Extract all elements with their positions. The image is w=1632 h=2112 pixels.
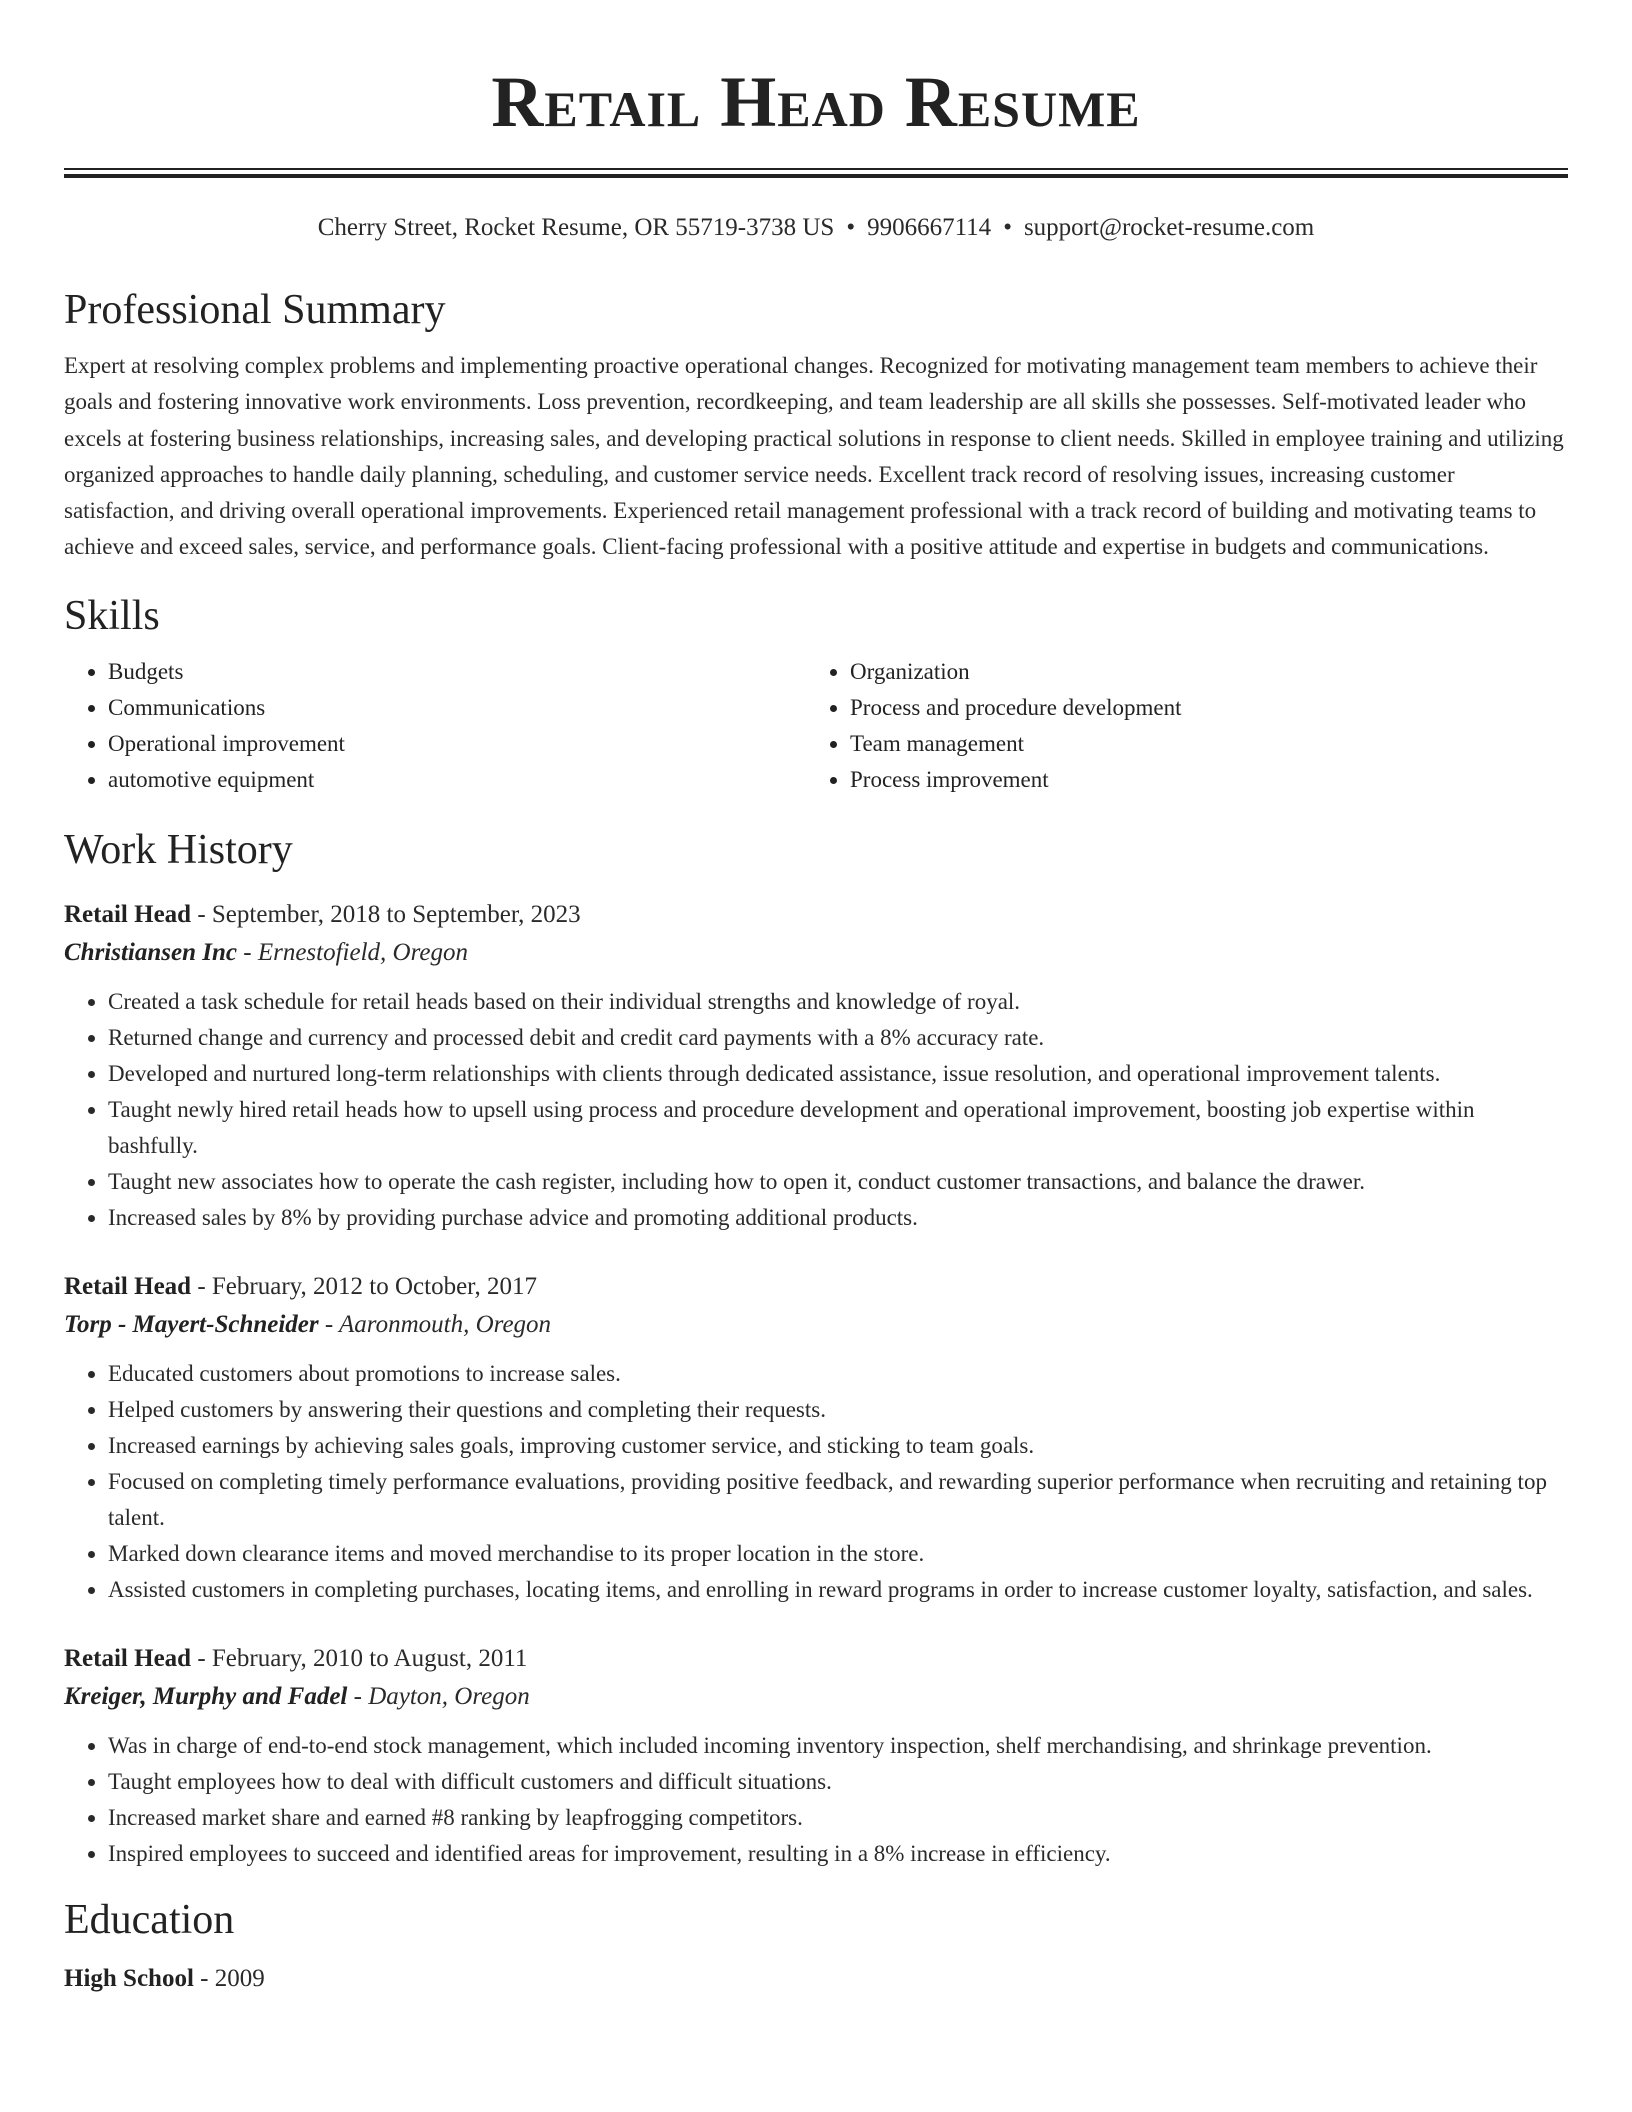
job-bullet: • Taught new associates how to operate the cash register, including how to open it, conduct customer transactions, and balance the drawer. xyxy=(108,1164,1568,1200)
education-year: - 2009 xyxy=(193,1964,265,1992)
job-bullets xyxy=(64,1728,1568,1872)
job-company: Kreiger, Murphy and Fadel xyxy=(64,1682,348,1710)
job-company-line xyxy=(64,1678,1568,1716)
work-history-heading: Work History xyxy=(64,826,293,873)
skill-item: • Budgets xyxy=(108,654,806,690)
education-school: High School xyxy=(64,1964,194,1992)
contact-separator: • xyxy=(846,214,856,241)
job-entry xyxy=(64,1640,1568,1872)
job-company-line xyxy=(64,934,1568,972)
summary-heading: Professional Summary xyxy=(64,287,446,333)
job-bullet: • Developed and nurtured long-term relationships with clients through dedicated assistance, issue resolution, and operational improvement talents. xyxy=(108,1056,1568,1092)
job-bullet: • Taught employees how to deal with difficult customers and difficult situations. xyxy=(108,1764,1568,1800)
job-role: Retail Head xyxy=(64,1644,192,1672)
education-heading: Education xyxy=(64,1896,235,1943)
skill-item: • Team management xyxy=(850,726,1548,762)
job-company: Christiansen Inc xyxy=(64,938,237,966)
job-bullet: • Created a task schedule for retail heads based on their individual strengths and knowledge of royal. xyxy=(108,984,1568,1020)
contact-line xyxy=(64,212,1568,244)
job-bullet: • Taught newly hired retail heads how to upsell using process and procedure development and operational improvement, boosting job expertise within bashfully. xyxy=(108,1092,1568,1164)
job-bullet: • Educated customers about promotions to increase sales. xyxy=(108,1356,1568,1392)
job-title-line xyxy=(64,896,1568,934)
contact-address: Cherry Street, Rocket Resume, OR 55719-3738 US xyxy=(317,214,835,241)
job-bullets xyxy=(64,984,1568,1236)
job-bullet: • Returned change and currency and processed debit and credit card payments with a 8% accuracy rate. xyxy=(108,1020,1568,1056)
contact-separator: • xyxy=(1003,214,1012,241)
contact-phone: 9906667114 xyxy=(867,214,992,241)
job-bullet: • Increased market share and earned #8 ranking by leapfrogging competitors. xyxy=(108,1800,1568,1836)
skill-item: • automotive equipment xyxy=(108,762,806,798)
job-location: - Ernestofield, Oregon xyxy=(237,938,468,966)
job-entry xyxy=(64,1268,1568,1608)
contact-email: support@rocket-resume.com xyxy=(1023,214,1315,241)
job-bullet: • Focused on completing timely performance evaluations, providing positive feedback, and rewarding superior performance when recruiting and retaining top talent. xyxy=(108,1464,1568,1536)
job-company: Torp - Mayert-Schneider xyxy=(64,1310,319,1338)
skill-item: • Process and procedure development xyxy=(850,690,1548,726)
title-divider xyxy=(64,168,1568,178)
job-dates: - February, 2010 to August, 2011 xyxy=(191,1644,528,1672)
job-dates: - September, 2018 to September, 2023 xyxy=(191,900,581,928)
summary-text: Expert at resolving complex problems and implementing proactive operational changes. Recognized for motivating management team members to achieve their goals and fostering innovative work environments. Loss prevention, recordkeeping, and team leadership are all skills she possesses. Self-motivated leader who excels at fostering business relationships, increasing sales, and developing practical solutions in response to client needs. Skilled in employee training and utilizing organized approaches to handle daily planning, scheduling, and customer service needs. Excellent track record of resolving issues, increasing customer satisfaction, and driving overall operational improvements. Experienced retail management professional with a track record of building and motivating teams to achieve and exceed sales, service, and performance goals. Client-facing professional with a positive attitude and expertise in budgets and communications. xyxy=(64,353,1564,560)
skill-item: • Process improvement xyxy=(850,762,1548,798)
job-company-line xyxy=(64,1306,1568,1344)
job-bullet: • Inspired employees to succeed and identified areas for improvement, resulting in a 8% increase in efficiency. xyxy=(108,1836,1568,1872)
skills-list-right xyxy=(806,654,1548,798)
job-role: Retail Head xyxy=(64,900,192,928)
skills-list-left xyxy=(64,654,806,798)
job-location: - Dayton, Oregon xyxy=(347,1682,530,1710)
job-role: Retail Head xyxy=(64,1272,192,1300)
job-bullet: • Increased sales by 8% by providing purchase advice and promoting additional products. xyxy=(108,1200,1568,1236)
job-bullet: • Assisted customers in completing purchases, locating items, and enrolling in reward programs in order to increase customer loyalty, satisfaction, and sales. xyxy=(108,1572,1568,1608)
skill-item: • Communications xyxy=(108,690,806,726)
job-location: - Aaronmouth, Oregon xyxy=(318,1310,552,1338)
skill-item: • Organization xyxy=(850,654,1548,690)
skill-item: • Operational improvement xyxy=(108,726,806,762)
skills-columns xyxy=(64,654,1568,798)
job-entry xyxy=(64,896,1568,1236)
job-bullet: • Was in charge of end-to-end stock management, which included incoming inventory inspection, shelf merchandising, and shrinkage prevention. xyxy=(108,1728,1568,1764)
job-bullet: • Increased earnings by achieving sales goals, improving customer service, and sticking to team goals. xyxy=(108,1428,1568,1464)
job-bullet: • Helped customers by answering their questions and completing their requests. xyxy=(108,1392,1568,1428)
job-title-line xyxy=(64,1640,1568,1678)
job-title-line xyxy=(64,1268,1568,1306)
job-bullet: • Marked down clearance items and moved merchandise to its proper location in the store. xyxy=(108,1536,1568,1572)
job-dates: - February, 2012 to October, 2017 xyxy=(191,1272,537,1300)
job-bullets xyxy=(64,1356,1568,1608)
education-entry xyxy=(64,1960,1568,1998)
skills-heading: Skills xyxy=(64,592,160,639)
page-title: Retail Head Resume xyxy=(491,62,1141,142)
